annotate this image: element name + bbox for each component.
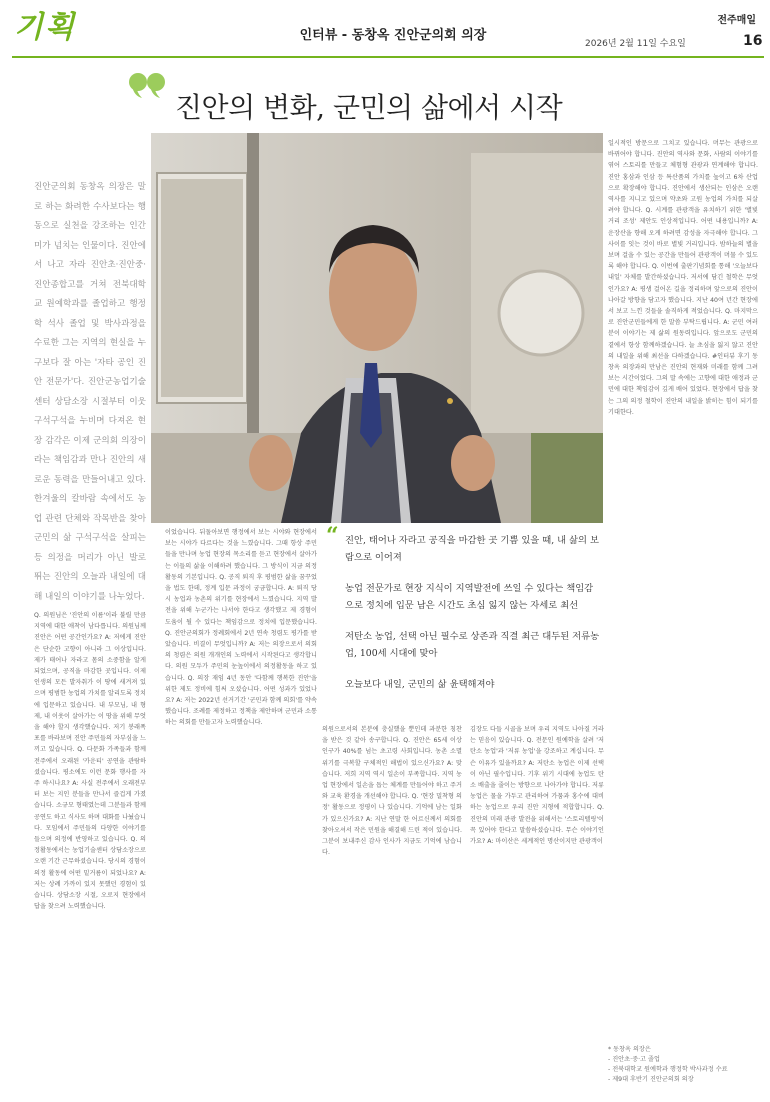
section-brand: 기획: [14, 10, 76, 45]
body-column-3: 의원으로서의 본분에 충실했을 뿐인데 과분한 칭찬을 받은 것 같아 송구합니다. Q. 진안은 65세 이상 인구가 40%를 넘는 초고령 사회입니다. 농촌 소멸 위기를 극복할 구체적인 해법이 있으신가요? A: 맞습니다. 저희 지역 역시 일손이 부족합니다. 지역 농업 현장에서 일손을 돕는 체계를 만들어야 하고 주거와 교육 환경을 개선해야 합니다. Q. '현장 밀착형 의정' 활동으로 정평이 나 있습니다. 기억에 남는 일화가 있으신가요? A: 지난 연말 한 어르신께서 의회를 찾아오셔서 작은 민원을 해결해 드린 적이 있습니다. 그분이 보내주신 감사 인사가 지금도 기억에 남습니다.: [322, 726, 462, 857]
profile-note-line: - 제9대 후반기 진안군의회 의장: [608, 1076, 694, 1083]
pullquote-line-3: 저탄소 농업, 선택 아닌 필수로 상존과 직결 최근 대두된 저류농업, 100세 시대에 맞아: [345, 631, 600, 659]
body-column-4: 김장도 다들 시골을 보며 우리 지역도 나아질 거라는 믿음이 있습니다. Q. 전문인 원예학을 살려 '저탄소 농업'과 '저류 농업'을 강조하고 계십니다. 무슨 이유가 있을까요? A: 저탄소 농업은 이제 선택이 아닌 필수입니다. 기후 위기 시대에 농업도 탄소 배출을 줄이는 방향으로 나아가야 합니다. 저류 농업은 물을 가두고 관리하여 가뭄과 홍수에 대비하는 농업으로 우리 진안 지형에 적합합니다. Q. 진안의 미래 관광 발전을 위해서는 '스토리텔링'이 꼭 있어야 한다고 말씀하셨습니다. 무슨 이야기인가요? A: 마이산은 세계적인 명산이지만 관광객이: [470, 726, 604, 846]
pull-quote: [345, 532, 600, 707]
pullquote-line-2: 농업 전문가로 현장 지식이 지역발전에 쓰일 수 있다는 책임감으로 정치에 입문 남은 시간도 초심 잃지 않는 자세로 최선: [345, 583, 594, 611]
page-header: [0, 0, 770, 60]
headline: 진안의 변화, 군민의 삶에서 시작: [175, 91, 563, 124]
page-number: 16: [743, 33, 763, 49]
header-rule: [12, 56, 764, 58]
section-title: 인터뷰 - 동창옥 진안군의회 의장: [299, 28, 487, 43]
pullquote-line-1: 진안, 태어나 자라고 공직을 마감한 곳 기쁨 있을 때, 내 삶의 보람으로 이어져: [345, 535, 599, 563]
quote-mark-icon: [128, 70, 168, 100]
issue-date: 2026년 2월 11일 수요일: [585, 39, 686, 49]
profile-note: [608, 1045, 758, 1085]
profile-note-line: * 동창옥 의장은: [608, 1046, 651, 1053]
pullquote-line-4: 오늘보다 내일, 군민의 삶 윤택해져야: [345, 679, 495, 690]
body-column-5: 일시적인 방문으로 그치고 있습니다. 머무는 관광으로 바뀌어야 합니다. 진안의 역사와 문화, 사람의 이야기를 엮어 스토리를 만들고 체험형 관광과 연계해야 합니다. 진안 홍삼과 인삼 등 특산품의 가치를 높이고 6차 산업으로 확장해야 합니다. 진안에서 생산되는 인삼은 오랜 역사를 지니고 있으며 약초와 고원 농업의 가치를 되살려야 합니다. Q. 시계를 관광객을 유치하기 위한 '별빛 거리 조성' 제안도 인상적입니다. 어떤 내용입니까? A: 운장산을 향해 오게 하려면 감성을 자극해야 합니다. 그 사이를 잇는 것이 바로 별빛 거리입니다. 밤하늘의 별을 보며 걸을 수 있는 공간을 만들어 관광객이 머물 수 있도록 해야 합니다. Q. 이번에 출판기념회를 통해 '오늘보다 내일' 자체를 발간하셨습니다. 저서에 담긴 철학은 무엇인가요? A: 평생 걸어온 길을 정리하며 앞으로의 진안이 나아갈 방향을 담고자 했습니다. 지난 40여 년간 현장에서 보고 느낀 것들을 솔직하게 적었습니다. Q. 마지막으로 진안군민들에게 한 말씀 부탁드립니다. A: 군민 여러분이 이야기는 제 삶의 원동력입니다. 앞으로도 군민의 곁에서 항상 함께하겠습니다. 늘 초심을 잃지 않고 진안의 내일을 위해 최선을 다하겠습니다. #인터뷰 후기 동창옥 의장과의 만남은 진안의 현재와 미래를 함께 그려보는 시간이었다. 그의 말 속에는 고향에 대한 애정과 군민에 대한 책임감이 깊게 배어 있었다. 현장에서 답을 찾는 그의 의정 철학이 진안의 내일을 밝히는 힘이 되기를 기대한다.: [608, 140, 758, 416]
profile-note-line: - 전북대학교 원예학과 행정학 박사과정 수료: [608, 1066, 728, 1073]
lead-paragraph: 진안군의회 동창옥 의장은 말로 하는 화려한 수사보다는 행동으로 실천을 강조하는 인간미가 넘치는 인물이다. 진안에서 나고 자라 진안초·진안중·진안종합고를 거쳐 전북대학교 원예학과를 졸업하고 행정학 석사 졸업 및 박사과정을 수료한 그는 지역의 현실을 누구보다 잘 아는 '자타 공인 진안 전문가'다. 진안군농업기술센터 상담소장 시절부터 이웃 구석구석을 누비며 다져온 현장 감각은 이제 군의회 의장이라는 책임감과 만나 진안의 새로운 동력을 만들어내고 있다. 한겨울의 칼바람 속에서도 농업 관련 단체와 작목반을 찾아 군민의 삶 구석구석을 살피는 등 의정을 머리가 아닌 발로 뛰는 진안의 오늘과 내일에 대해 내일의 이야기를 나누었다.: [34, 182, 146, 602]
body-column-2: 이었습니다. 뒤돌아보면 행정에서 보는 시야와 현장에서 보는 시야가 다르다는 것을 느꼈습니다. 그때 항상 주민들을 만나며 농업 현장의 목소리를 듣고 현장에서 살아가는 이들의 삶을 이해하려 했습니다. 그 방식이 지금 의정활동의 기본입니다. Q. 공직 퇴직 후 평범한 삶을 꿈꾸었을 법도 한데, 정계 입문 과정이 궁금합니다. A: 퇴직 당시 농업과 농촌의 위기를 현장에서 느꼈습니다. 지역 발전을 위해 누군가는 나서야 한다고 생각했고 제 경험이 도움이 될 수 있다는 책임감으로 정치에 입문했습니다. Q. 진안군의회가 정례회에서 2년 연속 청렴도 평가를 받았습니다. 비결이 무엇입니까? A: 저는 의장으로서 의회의 청렴은 의원 개개인의 노력에서 시작된다고 생각합니다. 의원 모두가 주민의 눈높이에서 의정활동을 하고 있습니다. Q. 의장 재임 4년 동안 '다함께 행복한 진안'을 위한 제도 정비에 힘써 오셨습니다. 어떤 성과가 있었나요? A: 저는 2022년 선거기간 '군민과 함께 의회'를 약속했습니다. 조례를 제정하고 정책을 제안하며 군민과 소통하는 의회를 만들고자 노력했습니다.: [165, 529, 317, 727]
newspaper-name: 전주매일: [717, 15, 756, 26]
profile-note-line: - 진안초·중·고 졸업: [608, 1056, 660, 1063]
pullquote-mark: “: [326, 523, 339, 549]
body-column-1: Q. 의원님은 '진안의 이름'이라 불릴 만큼 지역에 대한 애착이 남다릅니다. 의원님께 진안은 어떤 공간인가요? A: 저에게 진안은 단순한 고향이 아니라 그 이상입니다. 제가 태어나 자라고 몸의 소중함을 알게 되었으며, 공직을 마감한 곳입니다. 이제 인생의 모든 발자취가 이 땅에 새겨져 있으며 평범한 농업의 가치를 알리도록 정치에 입문하고 있습니다. 내 부모님, 내 형제, 내 이웃이 살아가는 이 땅을 위해 무엇을 해야 할지 생각했습니다. 저기 봉래폭포를 바라보며 진안 주민들의 자부심을 느끼고 있습니다. Q. 다문화 가족들과 함께 전주에서 오래된 '카운티' 공연을 관람하셨습니다. 평소에도 이런 문화 행사를 자주 하시나요? A: 사실 전주에서 오래전부터 보는 지인 분들을 만나서 즐겁게 가졌습니다. 소규모 형태였는데 그분들과 함께 공연도 하고 식사도 하며 대화를 나눴습니다. 모임에서 주민들의 다양한 이야기를 들으며 의정에 반영하고 있습니다. Q. 의정활동에서는 농업기술센터 상담소장으로 오랜 기간 근무하셨습니다. 당시의 경험이 의정 활동에 어떤 밑거름이 되었나요? A: 저는 상례 가까이 있지 못했던 경험이 있습니다. 상담소장 시절, 오로지 현장에서 답을 찾으려 노력했습니다.: [34, 612, 146, 911]
interview-photo: [151, 133, 603, 523]
